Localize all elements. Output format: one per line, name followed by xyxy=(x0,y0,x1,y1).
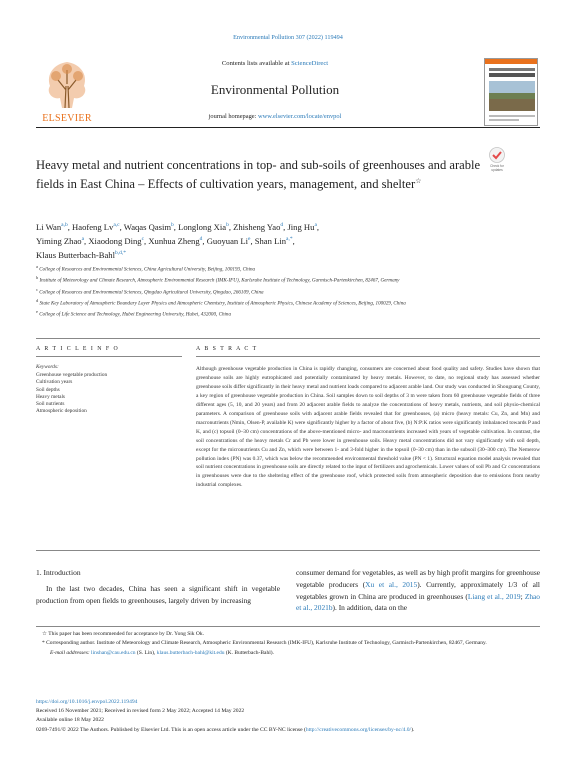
author-name: Shan Lin xyxy=(254,235,287,246)
author-name: Guoyuan Li xyxy=(206,235,248,246)
author-affiliation-mark[interactable]: e xyxy=(247,236,251,243)
keyword: Soil nutrients xyxy=(36,401,65,408)
author-separator: , xyxy=(173,221,179,232)
abstract-text: Although greenhouse vegetable production in China is rapidly changing, consumers are concerned about food quality and safety. Studies have shown that greenhouse soils are highly eutrophicated and potentially contaminated by heavy metals. However, to date, no regional study has assessed whether greenhouse soils differ significantly in their heavy metal and nutrient loads compared to adjacent arable land. Our study was conducted in Shouguang County, a key region of greenhouse vegetable production in China. Soil samples down to soil depths of 3 m were taken from 60 greenhouse vegetable fields of three different ages (5, 10, and 20 years) and from 20 adjacent arable fields to analyze the concentrations of heavy metals, nutrients, and soil physio-chemical parameters. A comparison of greenhouse soils with adjacent arable fields revealed that for greenhouses, (a) micro (heavy metals: Cu, Zn, and Mn) and macronutrients (Nmin, Olsen-P, available K) were significantly higher by a factor of about five, (b) N:P:K ratios were significantly imbalanced towards P and K, and (c) topsoil (0–30 cm) concentrations of the above-mentioned micro- and macronutrients increased with years of vegetable cultivation. In contrast, the soil concentrations of the heavy metals Cr and Pb were lower in greenhouse soils. Heavy metal concentrations did not vary significantly with soil depth, except for the micronutrients Cu and Zn, which were between 1- and 3-fold higher in the topsoil (0–30 cm) than in the subsoil (30–300 cm). The Nemerow pollution index (PN) was 0.37, which was below the recommended environmental threshold value (PN < 1). Structural equation model analysis revealed that soil nutrient concentrations in greenhouse soils are directly related to the input of fertilizers and agrochemicals. Lower values of soil Pb and Cr concentrations in greenhouses were due to the sheltering effect of the greenhouse roof, which protected soils from atmospheric deposition due to emissions from nearby industrial complexes. xyxy=(196,366,540,489)
affiliation xyxy=(36,286,540,297)
affiliation-text: College of Life Science and Technology, Hubei Engineering University, Hubei, 432000, China xyxy=(39,311,232,318)
affiliation xyxy=(36,274,540,285)
homepage-prefix: journal homepage: xyxy=(208,113,258,120)
author[interactable] xyxy=(148,236,206,246)
author[interactable] xyxy=(287,222,319,232)
email-label: E-mail addresses: xyxy=(50,649,90,656)
author-name: Longlong Xia xyxy=(178,221,227,232)
author-name: Waqas Qasim xyxy=(123,221,172,232)
affiliation-key: c xyxy=(36,286,38,292)
section-rule-top xyxy=(36,338,540,339)
author[interactable] xyxy=(233,222,287,232)
author-separator: , xyxy=(84,235,89,246)
author-separator: , xyxy=(228,221,234,232)
license-line xyxy=(36,726,540,735)
intro-text-c: ; xyxy=(520,591,525,601)
license-link[interactable]: http://creativecommons.org/licenses/by-nc/4.0/ xyxy=(305,726,412,733)
author-name: Xiaodong Ding xyxy=(88,235,142,246)
author-affiliation-mark[interactable]: d xyxy=(280,222,284,228)
author[interactable] xyxy=(255,236,295,246)
author-affiliation-mark[interactable]: a xyxy=(314,222,317,228)
homepage-link[interactable]: www.elsevier.com/locate/envpol xyxy=(257,113,342,120)
affiliation-key: a xyxy=(36,264,38,269)
author-affiliation-mark[interactable]: d xyxy=(199,236,203,243)
author-separator: , xyxy=(67,221,73,232)
crossmark-label-line2: updates xyxy=(491,168,503,172)
keyword: Heavy metals xyxy=(36,393,65,400)
header-rule xyxy=(36,56,540,128)
author-separator: , xyxy=(250,235,255,246)
intro-text-a: consumer demand for vegetables, as well as by high profit margins for greenhouse vegetable producers ( xyxy=(296,568,540,589)
author-separator: , xyxy=(316,221,320,232)
intro-column-right xyxy=(296,567,540,614)
author-affiliation-mark[interactable]: a xyxy=(81,236,85,243)
footnote-corresponding: * Corresponding author. Institute of Meteorology and Climate Research, Atmospheric Environmental Research (IMK-IFU), Karlsruhe Institute of Technology, Garmisch-Partenkirchen, 82467, Germany. xyxy=(42,640,487,647)
author-affiliation-mark[interactable]: a,* xyxy=(286,236,293,243)
affiliation-key: b xyxy=(36,275,39,281)
received-dates: Received 16 November 2021; Received in revised form 2 May 2022; Accepted 14 May 2022 xyxy=(36,708,245,715)
email-owner: (S. Lin), xyxy=(135,649,157,656)
keyword: Greenhouse vegetable production xyxy=(36,372,108,378)
affiliation-key: e xyxy=(36,309,38,315)
affiliation-list xyxy=(36,263,540,319)
sciencedirect-link[interactable]: ScienceDirect xyxy=(291,60,329,67)
author-affiliation-mark[interactable]: a,b xyxy=(61,222,68,228)
journal-reference[interactable]: Environmental Pollution 307 (2022) 119494 xyxy=(233,34,343,41)
author-affiliation-mark[interactable]: a,c xyxy=(113,222,120,228)
section-rule-bottom xyxy=(36,550,540,551)
affiliation xyxy=(36,263,540,274)
abstract-rule xyxy=(196,356,540,357)
footnote-corresponding-text: Corresponding author. Institute of Meteorology and Climate Research, Atmospheric Environmental Research (IMK-IFU), Karlsruhe Institute of Technology, Garmisch-Partenkirchen, 82467, Germany. xyxy=(46,640,487,647)
intro-column-left: In the last two decades, China has seen a significant shift in vegetable production from open fields to greenhouses, largely driven by increasing xyxy=(36,584,280,605)
title-footnote-mark[interactable]: ☆ xyxy=(415,177,422,185)
author-name: Yiming Zhao xyxy=(36,235,82,246)
intro-text-b: ). Currently, approximately 1/3 of all vegetables grown in China are produced in greenhouses ( xyxy=(296,579,540,601)
author-name: Haofeng Lv xyxy=(72,221,114,232)
affiliation-text: State Key Laboratory of Atmospheric Boundary Layer Physics and Atmospheric Chemistry, Institute of Atmospheric Physics, Chinese Academy of Sciences, Beijing, 100029, China xyxy=(39,300,406,307)
email-link[interactable]: linshan@cau.edu.cn xyxy=(91,649,136,656)
check-for-updates-badge[interactable] xyxy=(486,146,508,172)
abstract-heading: A B S T R A C T xyxy=(196,346,258,352)
introduction-heading: 1. Introduction xyxy=(36,568,81,577)
footnote-recommendation xyxy=(36,630,540,639)
article-title xyxy=(36,157,506,192)
keyword: Soil depths xyxy=(36,386,60,393)
author-separator: , xyxy=(202,235,207,246)
affiliation-text: College of Resources and Environmental Sciences, Qingdao Agricultural University, Qingdao, 266109, China xyxy=(39,289,264,296)
citation-link[interactable]: Liang et al., 2019 xyxy=(467,591,521,601)
citation-link[interactable]: Xu et al., 2015 xyxy=(365,579,418,589)
keyword: Atmospheric deposition xyxy=(36,408,87,415)
keyword: Cultivation years xyxy=(36,379,73,386)
author-affiliation-mark[interactable]: c xyxy=(141,236,145,243)
crossmark-label-line1: Check for xyxy=(490,164,504,168)
available-online: Available online 18 May 2022 xyxy=(36,717,104,724)
publisher-name: ELSEVIER xyxy=(42,113,92,124)
affiliation-key: d xyxy=(36,297,39,303)
author-separator: , xyxy=(119,221,124,232)
author[interactable] xyxy=(124,222,178,232)
doi-link[interactable]: https://doi.org/10.1016/j.envpol.2022.119494 xyxy=(36,699,138,705)
author-affiliation-mark[interactable]: b xyxy=(171,222,174,228)
author-list xyxy=(36,219,506,261)
author-name: Xunhua Zheng xyxy=(148,235,200,246)
journal-title: Environmental Pollution xyxy=(210,82,340,97)
footnote-recommendation-text: This paper has been recommended for acceptance by Dr. Yong Sik Ok. xyxy=(48,631,205,637)
article-footer xyxy=(36,698,540,735)
email-owner: (K. Butterbach-Bahl). xyxy=(224,649,274,656)
keyword-list xyxy=(36,372,186,416)
footnote-star: ☆ xyxy=(42,631,47,637)
keywords-label: Keywords: xyxy=(36,364,59,370)
footnote-rule xyxy=(36,626,540,627)
author-name: Klaus Butterbach-Bahl xyxy=(36,249,115,260)
affiliation-text: College of Resources and Environmental Sciences, China Agricultural University, Beijing, 100193, China xyxy=(39,266,256,273)
author-separator: , xyxy=(283,221,288,232)
author-separator: , xyxy=(144,235,149,246)
article-info-heading: A R T I C L E I N F O xyxy=(36,346,120,352)
footnote-emails xyxy=(36,649,540,658)
article-info-rule xyxy=(36,356,182,357)
affiliation-text: Institute of Meteorology and Climate Research, Atmospheric Environmental Research (IMK-IFU), Karlsruhe Institute of Technology, Garmisch-Partenkirchen, 82467, Germany xyxy=(39,277,400,284)
license-text: 0269-7491/© 2022 The Authors. Published by Elsevier Ltd. This is an open access article under the CC BY-NC license ( xyxy=(36,726,306,733)
footnotes xyxy=(36,630,540,658)
author[interactable] xyxy=(36,236,88,246)
author[interactable] xyxy=(72,222,124,232)
contents-prefix: Contents lists available at xyxy=(221,60,292,67)
email-link[interactable]: klaus.butterbach-bahl@kit.edu xyxy=(156,649,225,656)
affiliation xyxy=(36,297,540,308)
author-name: Zhisheng Yao xyxy=(233,221,281,232)
author[interactable] xyxy=(36,250,126,260)
author[interactable] xyxy=(207,236,255,246)
affiliation xyxy=(36,308,540,319)
article-title-text: Heavy metal and nutrient concentrations in top- and sub-soils of greenhouses and arable fields in East China – Effects of cultivation years, management, and shelter xyxy=(36,158,481,192)
author-separator: , xyxy=(292,235,295,246)
author-name: Jing Hu xyxy=(287,221,315,232)
author-affiliation-mark[interactable]: b xyxy=(226,222,229,228)
author[interactable] xyxy=(178,222,233,232)
license-text-end: ). xyxy=(411,726,415,733)
author-affiliation-mark[interactable]: b,d,* xyxy=(115,250,126,257)
citation-link[interactable]: Zhao et al., 2021b xyxy=(296,591,540,613)
author[interactable] xyxy=(88,236,148,246)
intro-text-d: ). In addition, data on the xyxy=(332,603,408,613)
author-name: Li Wan xyxy=(36,221,62,232)
author[interactable] xyxy=(36,222,72,232)
